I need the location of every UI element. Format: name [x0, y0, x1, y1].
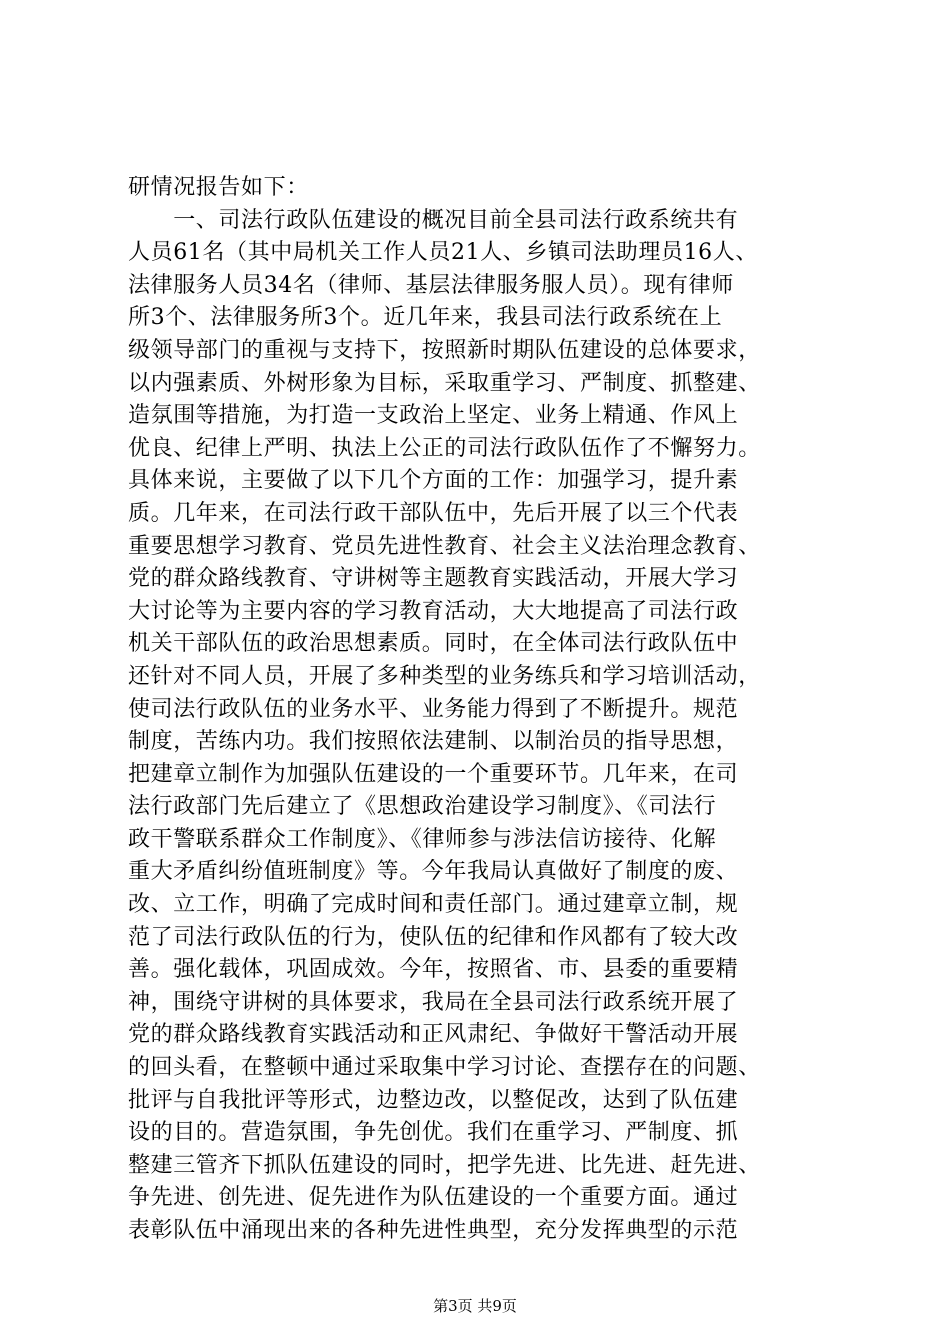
text-line: 重要思想学习教育、党员先进性教育、社会主义法治理念教育、	[128, 533, 761, 559]
text-line: 重大矛盾纠纷值班制度》等。今年我局认真做好了制度的废、	[128, 859, 739, 885]
text-line: 范了司法行政队伍的行为，使队伍的纪律和作风都有了较大改	[128, 924, 739, 950]
text-line: 政干警联系群众工作制度》、《律师参与涉法信访接待、化解	[128, 826, 717, 852]
text-line: 大讨论等为主要内容的学习教育活动，大大地提高了司法行政	[128, 598, 739, 624]
body-text	[128, 172, 828, 1248]
text-line: 党的群众路线教育、守讲树等主题教育实践活动，开展大学习	[128, 566, 739, 592]
text-line: 党的群众路线教育实践活动和正风肃纪、争做好干警活动开展	[128, 1022, 739, 1048]
text-line: 法律服务人员34名（律师、基层法律服务服人员）。现有律师	[128, 272, 734, 298]
text-line: 所3个、法律服务所3个。近几年来，我县司法行政系统在上	[128, 305, 723, 331]
text-line: 研情况报告如下：	[128, 175, 309, 200]
text-line: 以内强素质、外树形象为目标，采取重学习、严制度、抓整建、	[128, 370, 761, 396]
text-line: 善。强化载体，巩固成效。今年，按照省、市、县委的重要精	[128, 957, 739, 983]
text-line: 机关干部队伍的政治思想素质。同时，在全体司法行政队伍中	[128, 631, 739, 657]
text-line: 争先进、创先进、促先进作为队伍建设的一个重要方面。通过	[128, 1185, 739, 1211]
text-line: 一、司法行政队伍建设的概况目前全县司法行政系统共有	[128, 207, 739, 233]
text-line: 表彰队伍中涌现出来的各种先进性典型，充分发挥典型的示范	[128, 1218, 739, 1243]
text-line: 优良、纪律上严明、执法上公正的司法行政队伍作了不懈努力。	[128, 435, 761, 461]
text-line: 设的目的。营造氛围，争先创优。我们在重学习、严制度、抓	[128, 1120, 739, 1146]
text-line: 使司法行政队伍的业务水平、业务能力得到了不断提升。规范	[128, 696, 739, 722]
text-line: 批评与自我批评等形式，边整边改，以整促改，达到了队伍建	[128, 1087, 739, 1113]
text-line: 造氛围等措施，为打造一支政治上坚定、业务上精通、作风上	[128, 403, 739, 429]
text-line: 改、立工作，明确了完成时间和责任部门。通过建章立制，规	[128, 892, 739, 918]
text-line: 整建三管齐下抓队伍建设的同时，把学先进、比先进、赶先进、	[128, 1152, 761, 1178]
text-line: 人员61名（其中局机关工作人员21人、乡镇司法助理员16人、	[128, 240, 758, 266]
text-line: 级领导部门的重视与支持下，按照新时期队伍建设的总体要求，	[128, 337, 761, 363]
text-line: 把建章立制作为加强队伍建设的一个重要环节。几年来，在司	[128, 761, 739, 787]
text-line: 还针对不同人员，开展了多种类型的业务练兵和学习培训活动，	[128, 663, 761, 689]
text-line: 神，围绕守讲树的具体要求，我局在全县司法行政系统开展了	[128, 989, 739, 1015]
text-line: 制度，苦练内功。我们按照依法建制、以制治员的指导思想，	[128, 729, 739, 755]
text-line: 的回头看，在整顿中通过采取集中学习讨论、查摆存在的问题、	[128, 1055, 761, 1081]
text-line: 法行政部门先后建立了《思想政治建设学习制度》、《司法行	[128, 794, 717, 820]
text-line: 质。几年来，在司法行政干部队伍中，先后开展了以三个代表	[128, 500, 739, 526]
text-line: 具体来说，主要做了以下几个方面的工作：加强学习，提升素	[128, 468, 739, 494]
page-number-footer: 第3页 共9页	[433, 1297, 517, 1315]
